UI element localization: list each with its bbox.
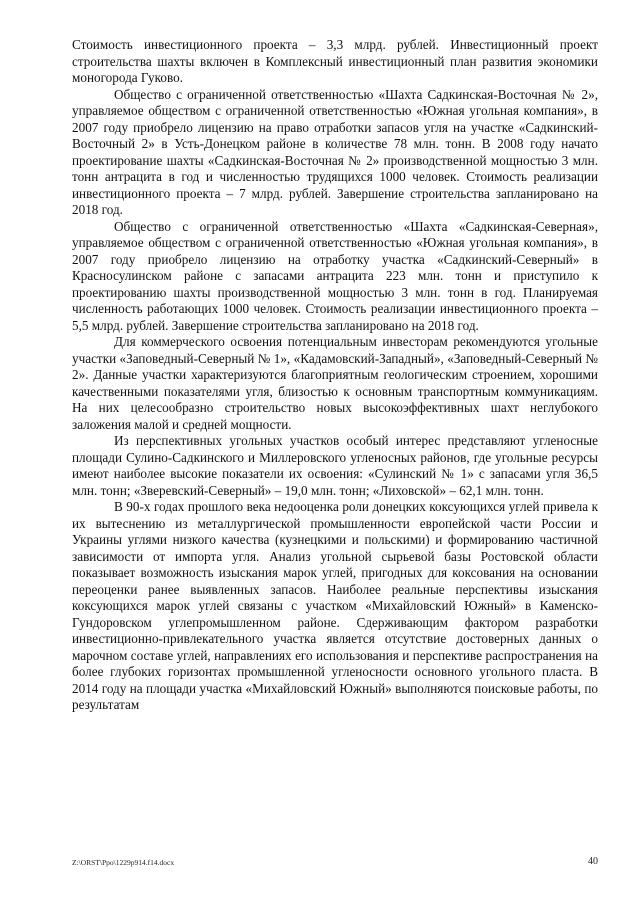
paragraph-investor-sites: Для коммерческого освоения потенциальным инвесторам рекомендуются угольные участки «Заповедный-Северный № 1», «Кадамовский-Западный», «Заповедный-Северный № 2». Данные участки характеризуются благоприятным геологическим строением, хорошими качественными показателями угля, близостью к основным транспортным коммуникациям. На них целесообразно строительство новых высокоэффективных шахт неглубокого заложения малой и средней мощности. xyxy=(72,334,598,432)
page-number: 40 xyxy=(588,856,598,867)
document-body xyxy=(72,37,598,714)
paragraph-sadkinskaya-vostochnaya: Общество с ограниченной ответственностью «Шахта Садкинская-Восточная № 2», управляемое обществом с ограниченной ответственностью «Южная угольная компания», в 2007 году приобрело лицензию на право отработки запасов угля на участке «Садкинский-Восточный 2» в Усть-Донецком районе в количестве 78 млн. тонн. В 2008 году начато проектирование шахты «Садкинская-Восточная № 2» производственной мощностью 3 млн. тонн антрацита в год и численностью трудящихся 1000 человек. Стоимость реализации инвестиционного проекта – 7 млрд. рублей. Завершение строительства запланировано на 2018 год. xyxy=(72,86,598,217)
paragraph-sadkinskaya-severnaya: Общество с ограниченной ответственностью «Шахта «Садкинская-Северная», управляемое обществом с ограниченной ответственностью «Южная угольная компания», в 2007 году приобрело лицензию на отработку участка «Садкинский-Северный» в Красносулинском районе с запасами антрацита 223 млн. тонн и приступило к проектированию шахты производственной мощностью 3 млн. тонн в год. Планируемая численность работающих 1000 человек. Стоимость реализации инвестиционного проекта – 5,5 млрд. рублей. Завершение строительства запланировано на 2018 год. xyxy=(72,218,598,333)
paragraph-coking-coal: В 90-х годах прошлого века недооценка роли донецких коксующихся углей привела к их вытеснению из металлургической промышленности европейской части России и Украины углями низкого качества (кузнецкими и польскими) и формированию частичной зависимости от импорта угля. Анализ угольной сырьевой базы Ростовской области показывает возможность изыскания марок углей, пригодных для коксования на основании переоценки ранее выявленных запасов. Наиболее реальные перспективы изыскания коксующихся марок углей связаны с участком «Михайловский Южный» в Каменско-Гундоровском углепромышленном районе. Сдерживающим фактором разработки инвестиционно-привлекательного участка является отсутствие достоверных данных о марочном составе углей, направлениях его использования и перспективе распространения на более глубоких горизонтах промышленной угленосности основного угольного пласта. В 2014 году на площади участка «Михайловский Южный» выполняются поисковые работы, по результатам xyxy=(72,499,598,712)
footer-file-path: Z:\ORST\Ppo\1229p914.f14.docx xyxy=(72,858,175,867)
paragraph-continuation: Стоимость инвестиционного проекта – 3,3 млрд. рублей. Инвестиционный проект строительства шахты включен в Комплексный инвестиционный план развития экономики моногорода Гуково. xyxy=(72,37,598,85)
paragraph-perspective-sites: Из перспективных угольных участков особый интерес представляют угленосные площади Сулино-Садкинского и Миллеровского угленосных районов, где угольные ресурсы имеют наиболее высокие показатели их освоения: «Сулинский № 1» с запасами угля 36,5 млн. тонн; «Зверевский-Северный» – 19,0 млн. тонн; «Лиховской» – 62,1 млн. тонн. xyxy=(72,433,598,498)
